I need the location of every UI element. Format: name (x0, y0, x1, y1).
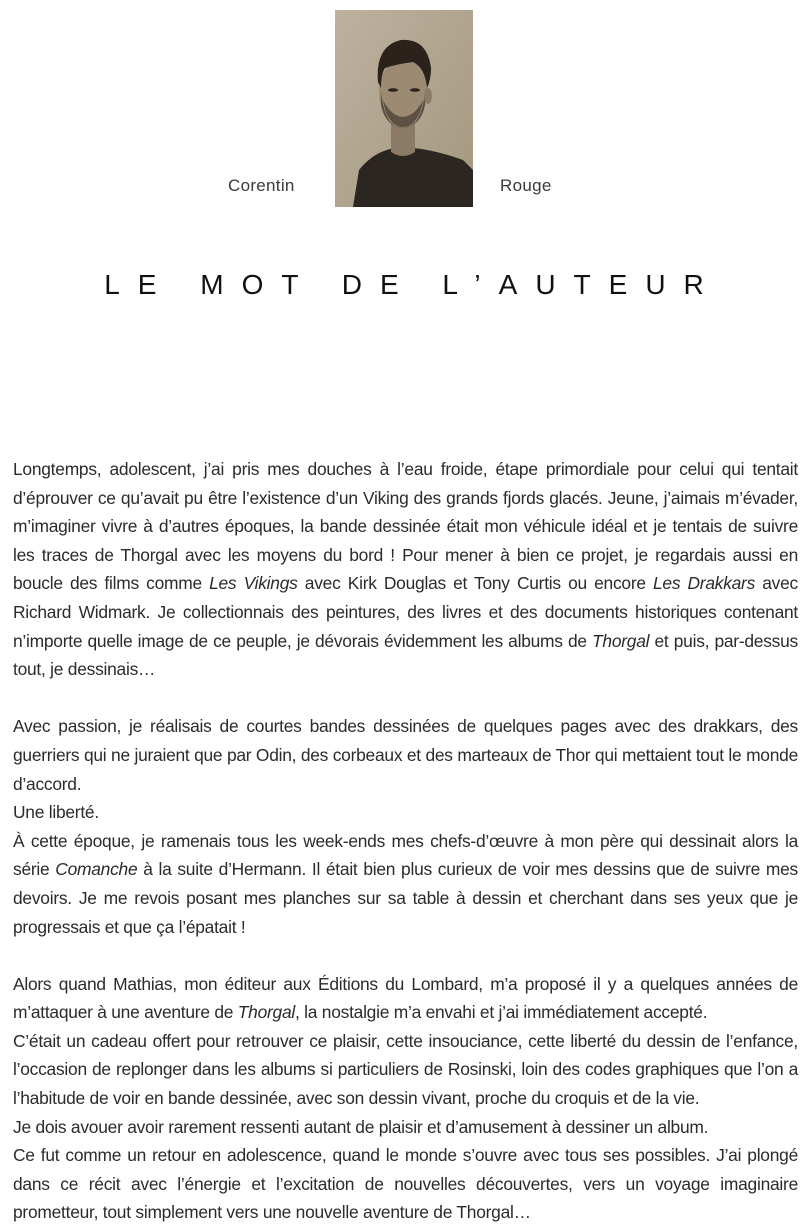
text-run: Longtemps, adolescent, j’ai pris mes douches à l’eau froide, étape primordiale pour celui qui tentait d’éprouver ce qu’avait pu être l’existence d’un Viking des grands fjords glacés. Jeune, j’aimais m’évader, m’imaginer vivre à d’autres époques, la bande dessinée était mon véhicule idéal et je tentais de suivre les traces de Thorgal avec les moyens du bord ! Pour mener à bien ce projet, je regardais aussi en boucle des films comme (13, 459, 798, 594)
body-paragraph (13, 970, 798, 1027)
text-run: Je dois avouer avoir rarement ressenti autant de plaisir et d’amusement à dessiner un album. (13, 1116, 709, 1137)
text-run: C’était un cadeau offert pour retrouver ce plaisir, cette insouciance, cette liberté du dessin de l’enfance, l’occasion de replonger dans les albums si particuliers de Rosinski, loin des codes graphiques que l’on a l’habitude de voir en bande dessinée, avec son dessin vivant, proche du croquis et de la vie. (13, 1030, 798, 1109)
author-portrait (335, 10, 473, 207)
body-paragraph (13, 1113, 798, 1142)
author-header (0, 0, 806, 300)
italic-title: Thorgal (237, 1002, 295, 1023)
text-run: Ce fut comme un retour en adolescence, quand le monde s’ouvre avec tous ses possibles. J’ai plongé dans ce récit avec l’énergie et l’excitation de nouvelles découvertes, vers un voyage imaginaire prometteur, tout simplement vers une nouvelle aventure de Thorgal… (13, 1145, 798, 1223)
body-paragraph (13, 1027, 798, 1113)
body-paragraph (13, 798, 798, 827)
body-paragraph (13, 455, 798, 684)
text-run: Une liberté. (13, 802, 99, 823)
italic-title: Les Vikings (209, 573, 298, 594)
author-last-name: Rouge (500, 176, 552, 195)
text-run: avec Kirk Douglas et Tony Curtis ou encore (297, 573, 653, 594)
italic-title: Comanche (55, 859, 138, 880)
text-run: Avec passion, je réalisais de courtes bandes dessinées de quelques pages avec des drakkars, des guerriers qui ne juraient que par Odin, des corbeaux et des marteaux de Thor qui mettaient tout le monde d’accord. (13, 716, 798, 794)
paragraph-gap (13, 941, 798, 970)
page-title: LE MOT DE L’AUTEUR (104, 268, 722, 300)
author-first-name: Corentin (228, 176, 295, 195)
paragraph-gap (13, 684, 798, 713)
text-run: et puis, par-dessus tout, je dessinais… (13, 630, 798, 680)
italic-title: Thorgal (592, 630, 650, 651)
body-paragraph (13, 712, 798, 798)
body-paragraph (13, 1141, 798, 1227)
text-run: , la nostalgie m’a envahi et j’ai immédiatement accepté. (295, 1002, 708, 1023)
text-run: À cette époque, je ramenais tous les week-ends mes chefs-d’œuvre à mon père qui dessinait alors la série (13, 830, 798, 880)
portrait-illustration (335, 10, 473, 207)
text-run: à la suite d’Hermann. Il était bien plus curieux de voir mes dessins que de suivre mes devoirs. Je me revois posant mes planches sur sa table à dessin et cherchant dans ses yeux que je progressais et que ça l’épatait ! (13, 859, 798, 937)
italic-title: Les Drakkars (652, 573, 756, 594)
author-text (13, 455, 798, 1227)
text-run: Alors quand Mathias, mon éditeur aux Éditions du Lombard, m’a proposé il y a quelques années de m’attaquer à une aventure de (13, 973, 798, 1023)
text-run: avec Richard Widmark. Je collectionnais des peintures, des livres et des documents historiques contenant n’importe quelle image de ce peuple, je dévorais évidemment les albums de (13, 573, 798, 651)
body-paragraph (13, 827, 798, 941)
